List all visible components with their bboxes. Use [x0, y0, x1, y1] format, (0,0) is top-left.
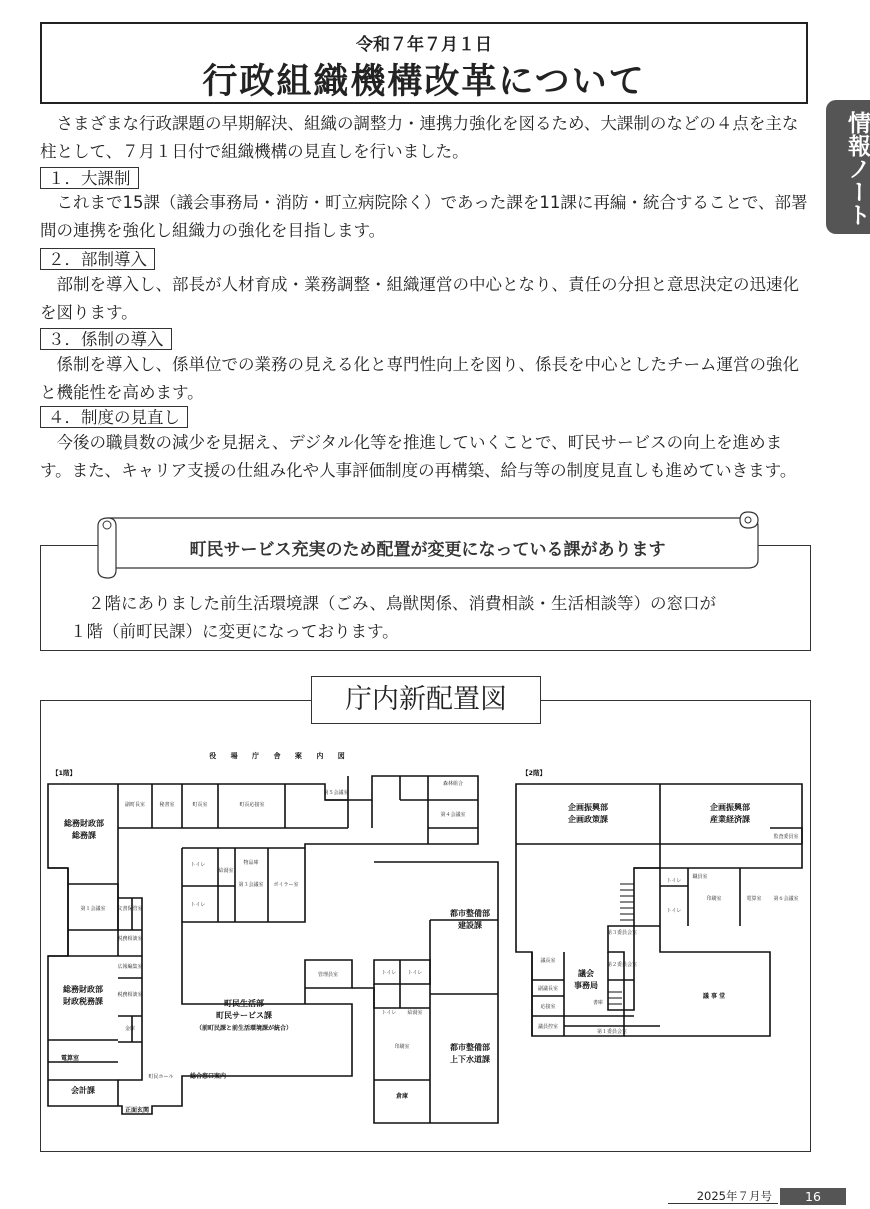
title-date: 令和７年７月１日 [356, 35, 492, 55]
floor2-labels [538, 802, 799, 1035]
room-soko: 倉庫 [395, 1093, 409, 1100]
section-heading-2: ２．部制導入 [40, 248, 155, 270]
room-iinkai2: 第２委員会室 [606, 962, 638, 968]
room-madoguchi: 総合窓口案内 [189, 1073, 227, 1080]
notice-line-1: ２階にありました前生活環境課（ごみ、鳥獣関係、消費相談・生活相談等）の窓口が [88, 594, 716, 613]
room-gichou: 議長室 [540, 958, 556, 964]
room-iinkai1: 第１委員会室 [596, 1029, 628, 1035]
section-heading-3: ３．係制の導入 [40, 328, 172, 350]
room-kansa: 監査委員室 [773, 834, 799, 840]
room-zeimu-sodan-2: 税務相談室 [117, 992, 143, 998]
notice-line-2: １階（前町民課）に変更になっております。 [70, 622, 399, 641]
room-kaigi5: 第５会議室 [323, 790, 349, 796]
room-fukugichou: 副議長室 [537, 986, 559, 992]
room-chomin-3: （前町民課と前生活環境課が統合） [195, 1025, 293, 1032]
notice-body [70, 590, 800, 646]
section-body-4: 今後の職員数の減少を見据え、デジタル化等を推進していくことで、町民サービスの向上を進めます。また、キャリア支援の仕組み化や人事評価制度の再構築、給与等の制度見直しも進めていきます。 [40, 433, 797, 480]
room-insatsu-2: 印刷室 [706, 896, 722, 902]
floor-plan [40, 740, 811, 1140]
room-sangyo-1: 企画振興部 [710, 803, 750, 812]
room-chomin-1: 町民生活部 [224, 999, 264, 1008]
room-kanri: 管理員室 [317, 972, 339, 978]
room-jouge-1: 都市整備部 [450, 1043, 490, 1052]
section-body-1: これまで15課（議会事務局・消防・町立病院除く）であった課を11課に再編・統合することで、部署間の連携を強化し組織力の強化を目指します。 [40, 193, 808, 240]
room-chocho: 町長室 [192, 802, 208, 808]
floor1-walls [48, 776, 498, 1123]
room-zeimu-2: 財政税務課 [63, 997, 103, 1006]
room-buppin: 物品庫 [243, 860, 259, 866]
room-koho: 広報編集室 [117, 964, 143, 970]
room-shoko: 書庫 [592, 1000, 604, 1006]
room-toilet-7: トイレ [666, 908, 682, 914]
room-osetsu: 応接室 [540, 1004, 556, 1010]
room-hisho: 秘書室 [159, 802, 175, 808]
room-iinkai3: 第３委員会室 [606, 930, 638, 936]
room-toilet-6: トイレ [666, 878, 682, 884]
room-giin: 議員控室 [537, 1024, 559, 1030]
room-toilet-4: トイレ [407, 970, 423, 976]
page-title: 行政組織機構改革について [202, 62, 646, 102]
room-chomin-2: 町民サービス課 [216, 1011, 272, 1020]
section-body-3: 係制を導入し、係単位での業務の見える化と専門性向上を図り、係長を中心としたチーム運営の強化と機能性を高めます。 [40, 355, 799, 402]
floor1-labels [61, 780, 490, 1114]
page-number: 16 [805, 1189, 821, 1204]
room-zeimu-1: 総務財政部 [63, 985, 103, 994]
room-genkan: 正面玄関 [124, 1107, 150, 1114]
room-chocho-osetsu: 町長応接室 [239, 802, 265, 808]
footer-date: 2025年７月号 [696, 1189, 772, 1203]
stairs [608, 884, 634, 1004]
room-densan: 電算室 [746, 896, 762, 902]
room-shokuin: 職員室 [692, 874, 708, 880]
plan-title: 役 場 庁 舎 案 内 図 [209, 752, 351, 760]
room-shinrin: 森林組合 [442, 781, 464, 787]
room-boiler: ボイラー室 [273, 882, 299, 888]
room-insatsu: 印刷室 [394, 1044, 410, 1050]
room-toilet-2: トイレ [190, 902, 206, 908]
room-hall: 町民ホール [148, 1074, 174, 1080]
room-kikaku-1: 企画振興部 [568, 803, 608, 812]
room-kikaku-2: 企画政策課 [568, 815, 608, 824]
room-kaigi1: 第１会議室 [80, 906, 106, 912]
room-kaikei: 会計課 [71, 1086, 95, 1095]
room-jouge-2: 上下水道課 [450, 1055, 490, 1064]
floor1-label: 【1階】 [51, 769, 77, 777]
room-fuku-chocho: 副町長室 [124, 802, 146, 808]
room-kaigi6: 第６会議室 [773, 896, 799, 902]
room-kinko: 金庫 [124, 1026, 136, 1032]
room-kaigi4: 第４会議室 [440, 812, 466, 818]
room-kyuto-2: 給湯室 [407, 1010, 423, 1016]
section-heading-4: ４．制度の見直し [40, 406, 188, 428]
room-kyuto: 給湯室 [218, 868, 234, 874]
room-zeimu-sodan: 税務相談室 [117, 936, 143, 942]
room-tokei: 電算室 [60, 1055, 80, 1062]
room-toilet-3: トイレ [381, 970, 397, 976]
floor-map-title: 庁内新配置図 [345, 684, 507, 715]
room-kensetsu-2: 建設課 [458, 921, 482, 930]
section-heading-1: １．大課制 [40, 167, 139, 189]
footer-rule [668, 1203, 778, 1204]
notice-title: 町民サービス充実のため配置が変更になっている課があります [189, 540, 666, 560]
floor2-walls [516, 784, 802, 1036]
room-somu-2: 総務課 [72, 831, 96, 840]
room-gikai-2: 事務局 [574, 981, 598, 990]
room-gijo: 議 事 堂 [702, 993, 726, 1000]
room-kensetsu-1: 都市整備部 [450, 909, 490, 918]
room-toilet-1: トイレ [190, 862, 206, 868]
section-body-2: 部制を導入し、部長が人材育成・業務調整・組織運営の中心となり、責任の分担と意思決定の迅速化を図ります。 [40, 275, 799, 322]
room-gikai-1: 議会 [578, 969, 594, 978]
room-toilet-5: トイレ [381, 1010, 397, 1016]
room-kaigi3: 第３会議室 [238, 882, 264, 888]
room-sangyo-2: 産業経済課 [710, 815, 750, 824]
room-bunsho: 文書保管室 [117, 906, 143, 912]
room-somu-1: 総務財政部 [64, 819, 104, 828]
side-tab-label: 情報ノート [844, 110, 870, 226]
intro-paragraph: さまざまな行政課題の早期解決、組織の調整力・連携力強化を図るため、大課制のなどの４点を主な柱として、７月１日付で組織機構の見直しを行いました。 [40, 114, 799, 161]
floor2-label: 【2階】 [521, 769, 547, 777]
